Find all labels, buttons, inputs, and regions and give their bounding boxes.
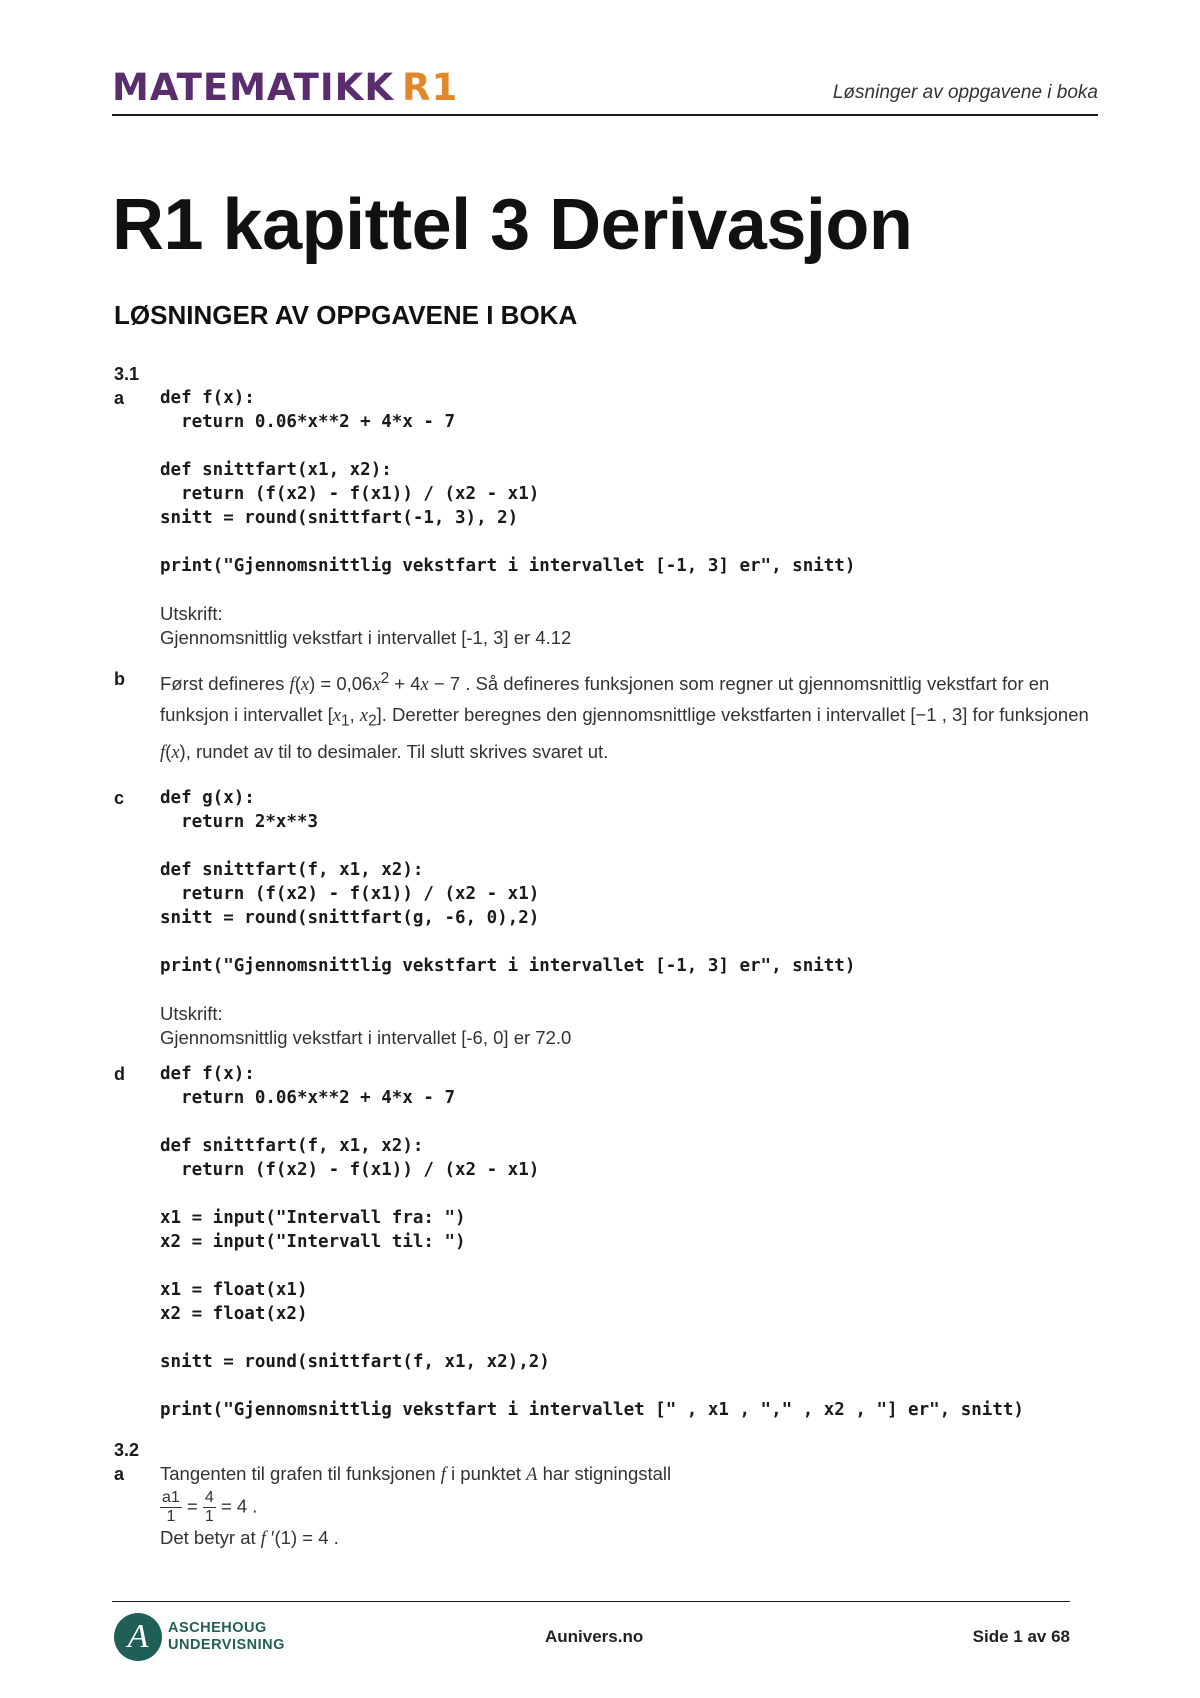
code-block: def f(x): return 0.06*x**2 + 4*x - 7 def snittfart(x1, x2): return (f(x2) - f(x1)) / (x2 - x1) snitt = round(snittfart(-1, 3), 2) print("Gjennomsnittlig vekstfart i intervallet [-1, 3] er", snitt) [160, 388, 856, 576]
output-label: Utskrift: [160, 1002, 223, 1024]
task-3-1a [114, 386, 1104, 650]
page-number: Side 1 av 68 [972, 1627, 1070, 1646]
task-3-1d [114, 1062, 1104, 1422]
header-subtitle: Løsninger av oppgavene i boka [832, 82, 1098, 103]
page-header [112, 68, 1098, 116]
code-block: def g(x): return 2*x**3 def snittfart(f, x1, x2): return (f(x2) - f(x1)) / (x2 - x1) snitt = round(snittfart(g, -6, 0),2) print("Gjennomsnittlig vekstfart i intervallet [-1, 3] er", snitt) [160, 787, 856, 976]
section-number-3-1: 3.1 [114, 364, 140, 384]
fraction: $\frac{a1}{1}$ [162, 1488, 180, 1525]
footer-divider [112, 1601, 1070, 1602]
output-value: Gjennomsnittlig vekstfart i intervallet [-6, 0] er 72.0 [160, 1026, 572, 1048]
brand-logo [112, 68, 458, 108]
output-label: Utskrift: [160, 603, 223, 624]
task-3-2a [114, 1462, 1104, 1551]
code-block: def f(x): return 0.06*x**2 + 4*x - 7 def snittfart(f, x1, x2): return (f(x2) - f(x1)) / (x2 - x1) x1 = input("Intervall fra: ") x2 = input("Intervall til: ") x1 = float(x1) x2 = float(x2) snitt = round(snittfart(f, x1, x2),2) print("Gjennomsnittlig vekstfart i intervallet [" , x1 , "," , x2 , "] er", snitt) [160, 1063, 1024, 1420]
task-letter: c [114, 787, 125, 808]
section-number-3-2: 3.2 [114, 1439, 140, 1460]
brand-accent: R1 [402, 66, 459, 109]
page-subtitle: LØSNINGER AV OPPGAVENE I BOKA [114, 300, 578, 330]
conclusion-text: Det betyr at f ′(1) = 4 . [160, 1526, 339, 1549]
task-letter: b [114, 669, 125, 689]
task-letter: a [114, 388, 125, 408]
task-letter: d [114, 1063, 125, 1084]
brand-main: MATEMATIKK [112, 66, 395, 109]
explanation-text: Tangenten til grafen til funksjonen f i punktet A har stigningstall [160, 1462, 672, 1485]
task-letter: a [114, 1463, 125, 1484]
publisher-name: ASCHEHOUG UNDERVISNING [168, 1620, 285, 1653]
task-3-1b [114, 664, 1104, 768]
fraction-equation: $\frac{a1}{1}$ = $\frac{4}{1}$ = 4 . [162, 1488, 258, 1525]
content [114, 362, 1104, 1551]
fraction: $\frac{4}{1}$ [204, 1488, 214, 1525]
publisher-logo-icon: A [114, 1613, 162, 1661]
output-value: Gjennomsnittlig vekstfart i intervallet [-1, 3] er 4.12 [160, 627, 572, 648]
explanation-text: Først defineres $f(x) = 0,06x^2 + 4x - 7$ . Så defineres funksjonen som regner ut gjennomsnittlig vekstfart for en funksjon i intervallet [$x_1$, $x_2$]. Deretter beregnes den gjennomsnittlige vekstfarten i intervallet [−1 , 3] for funksjonen f(x), rundet av til to desimaler. Til slutt skrives svaret ut. [160, 670, 1089, 763]
page-title: R1 kapittel 3 Derivasjon [112, 185, 913, 265]
footer-site: Aunivers.no [545, 1627, 644, 1646]
task-3-1c [114, 786, 1104, 1050]
